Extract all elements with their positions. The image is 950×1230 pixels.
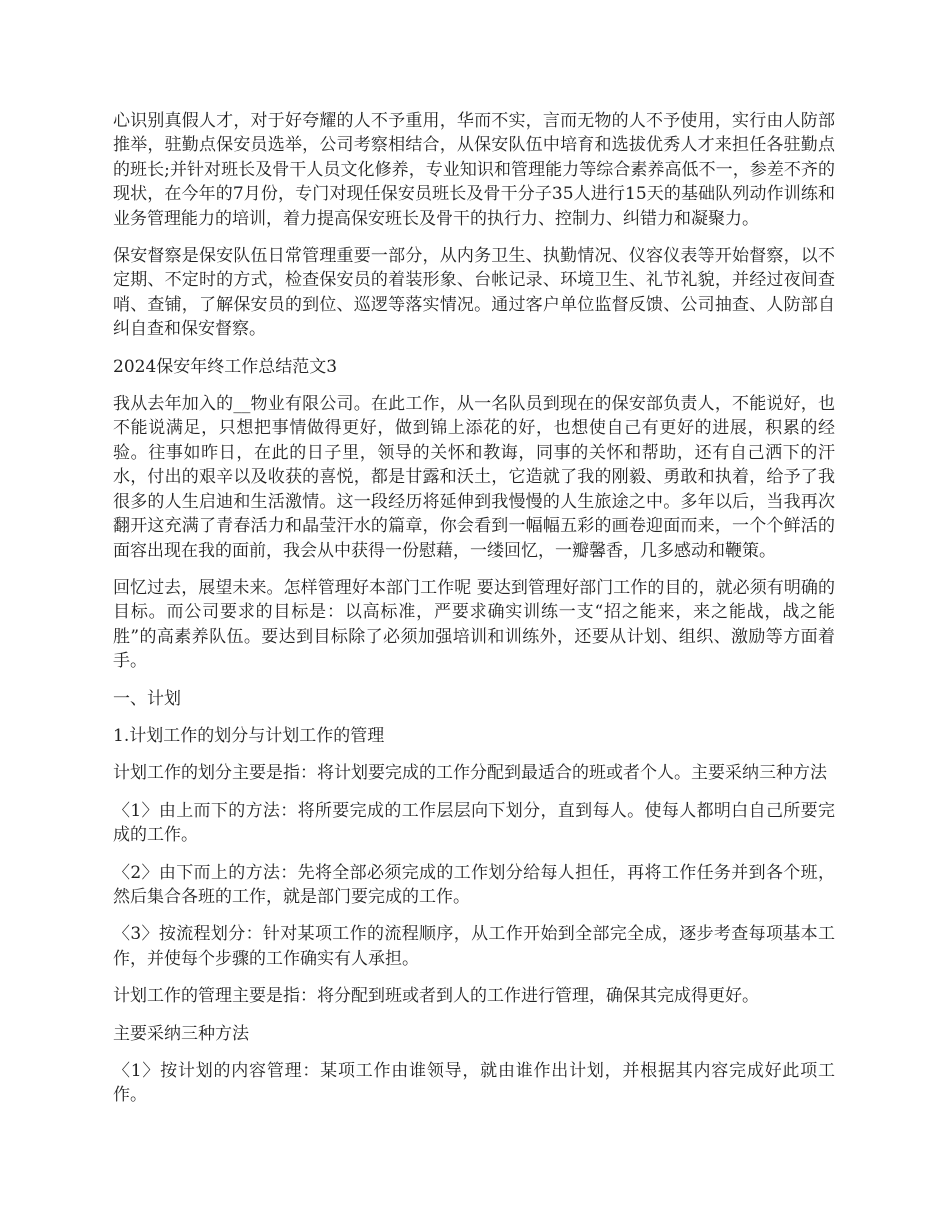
paragraph-personal-experience: 我从去年加入的__物业有限公司。在此工作，从一名队员到现在的保安部负责人，不能说好，也不能说满足，只想把事情做得更好，做到锦上添花的好，也想使自己有更好的进展，积累的经验。往事如昨日，在此的日子里，领导的关怀和教诲，同事的关怀和帮助，还有自己洒下的汗水，付出的艰辛以及收获的喜悦，都是甘露和沃土，它造就了我的刚毅、勇敢和执着，给予了我很多的人生启迪和生活激情。这一段经历将延伸到我慢慢的人生旅途之中。多年以后，当我再次翻开这充满了青春活力和晶莹汗水的篇章，你会看到一幅幅五彩的画卷迎面而来，一个个鲜活的面容出现在我的面前，我会从中获得一份慰藉，一缕回忆，一瓣馨香，几多感动和鞭策。 (113, 394, 835, 561)
list-item-by-process: 〈3〉按流程划分：针对某项工作的流程顺序，从工作开始到全部完全成，逐步考查每项基本工作，并使每个步骤的工作确实有人承担。 (113, 924, 835, 969)
paragraph-security-inspection: 保安督察是保安队伍日常管理重要一部分，从内务卫生、执勤情况、仪容仪表等开始督察，以不定期、不定时的方式，检查保安员的着装形象、台帐记录、环境卫生、礼节礼貌，并经过夜间查哨、查铺，了解保安员的到位、巡逻等落实情况。通过客户单位监督反馈、公司抽查、人防部自纠自查和保安督察。 (113, 246, 835, 340)
list-item-bottom-up: 〈2〉由下而上的方法：先将全部必须完成的工作划分给每人担任，再将工作任务并到各个班，然后集合各班的工作，就是部门要完成的工作。 (113, 862, 835, 907)
paragraph-talent-selection: 心识别真假人才，对于好夸耀的人不予重用，华而不实，言而无物的人不予使用，实行由人防部推举，驻勤点保安员选举，公司考察相结合，从保安队伍中培育和选拔优秀人才来担任各驻勤点的班长;并针对班长及骨干人员文化修养，专业知识和管理能力等综合素养高低不一，参差不齐的现状，在今年的7月份，专门对现任保安员班长及骨干分子35人进行15天的基础队列动作训练和业务管理能力的培训，着力提高保安班长及骨干的执行力、控制力、纠错力和凝聚力。 (113, 111, 835, 229)
list-item-top-down: 〈1〉由上而下的方法：将所要完成的工作层层向下划分，直到每人。使每人都明白自己所要完成的工作。 (113, 800, 835, 846)
paragraph-plan-management-definition: 计划工作的管理主要是指：将分配到班或者到人的工作进行管理，确保其完成得更好。 (113, 986, 759, 1007)
list-item-by-content: 〈1〉按计划的内容管理：某项工作由谁领导，就由谁作出计划，并根据其内容完成好此项工作。 (113, 1061, 835, 1106)
document-page (113, 109, 835, 1121)
paragraph-three-methods: 主要采纳三种方法 (113, 1023, 249, 1044)
heading-plan: 一、计划 (113, 688, 181, 709)
heading-plan-division: 1.计划工作的划分与计划工作的管理 (113, 725, 385, 746)
paragraph-goals: 回忆过去，展望未来。怎样管理好本部门工作呢 要达到管理好部门工作的目的，就必须有明确的目标。而公司要求的目标是：以高标准，严要求确实训练一支“招之能来，来之能战，战之能胜”的高素养队伍。要达到目标除了必须加强培训和训练外，还要从计划、组织、激励等方面着手。 (113, 577, 835, 672)
paragraph-plan-division-definition: 计划工作的划分主要是指：将计划要完成的工作分配到最适合的班或者个人。主要采纳三种方法 (113, 763, 827, 784)
section-title: 2024保安年终工作总结范文3 (113, 356, 338, 377)
